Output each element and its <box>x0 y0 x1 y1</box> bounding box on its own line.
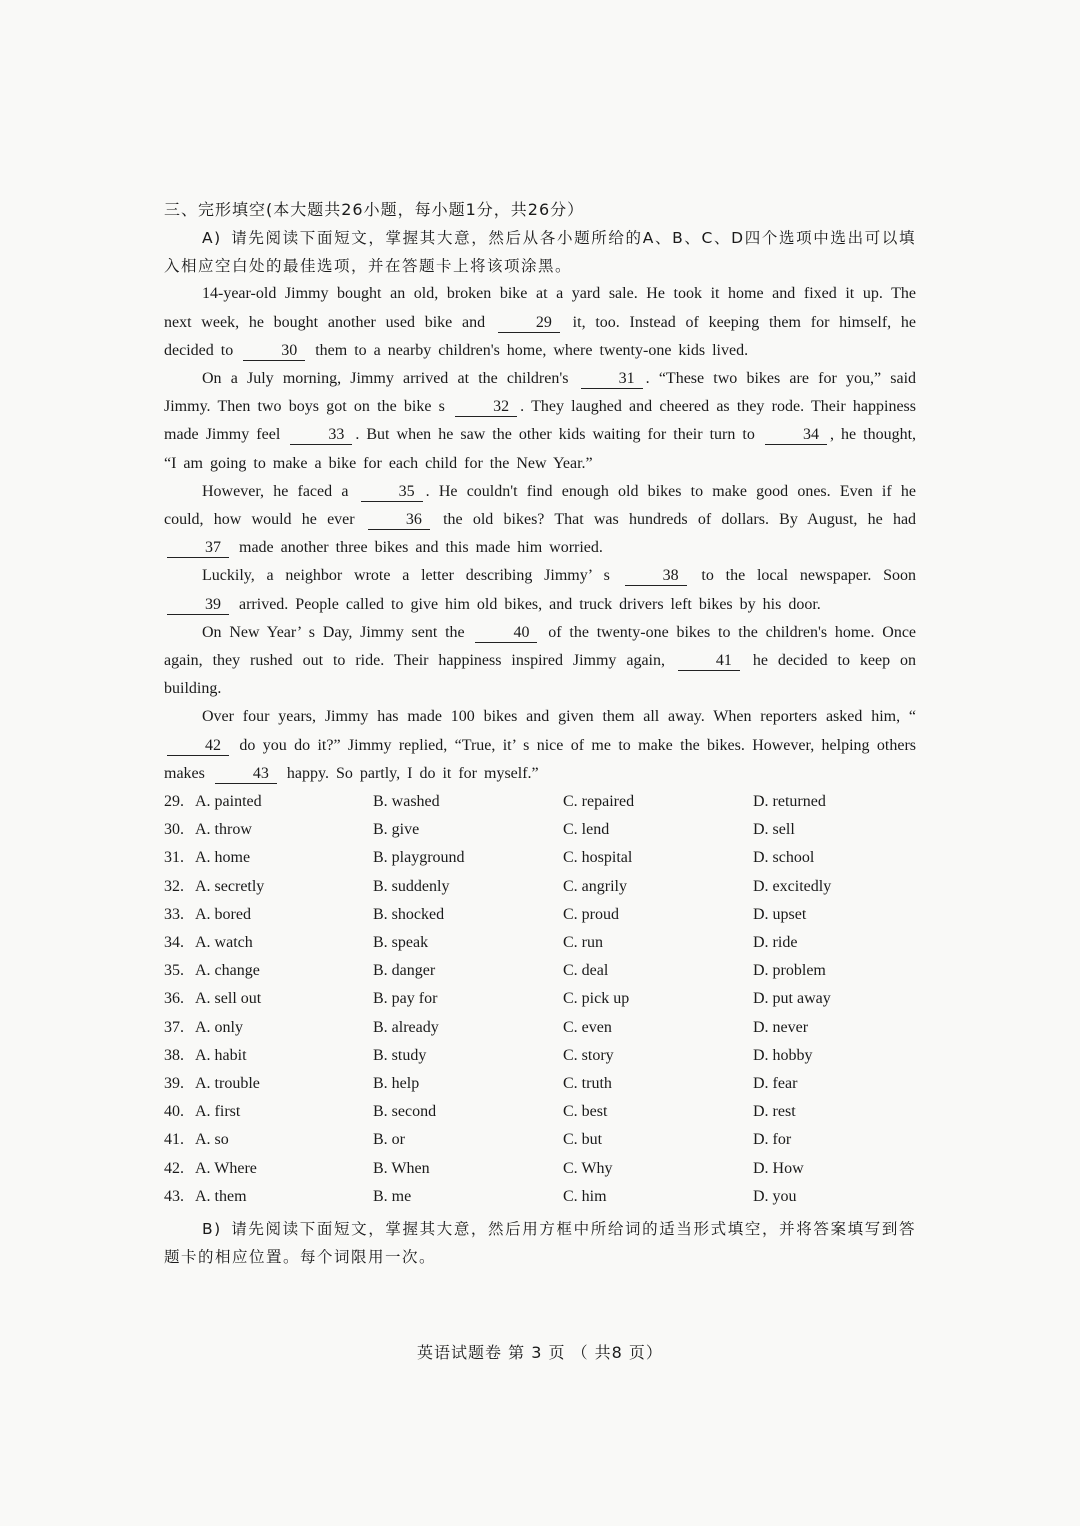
passage-text: . They laughed and cheered as they rode. Their happiness made Jimmy feel <box>164 398 917 444</box>
question-row <box>164 1126 916 1154</box>
passage-text: to the local newspaper. Soon <box>701 567 917 585</box>
option-a: A. only <box>195 1018 243 1036</box>
blank-29: 29 <box>498 314 560 333</box>
exam-page <box>164 196 916 1271</box>
option-d: D. rest <box>753 1103 796 1121</box>
option-d: D. school <box>753 849 815 867</box>
question-number: 39. <box>164 1074 184 1092</box>
question-row <box>164 873 916 901</box>
passage-text: On New Year’ s Day, Jimmy sent the <box>202 623 465 641</box>
passage-text: Luckily, a neighbor wrote a letter describing Jimmy’ s <box>202 567 610 585</box>
option-b: B. playground <box>373 849 465 867</box>
passage-text: 14-year-old Jimmy bought an old, broken bike at a yard sale. He took it home and fixed it up. The next week, he bought another used bike and <box>164 285 916 331</box>
question-number: 32. <box>164 877 184 895</box>
option-c: C. lend <box>563 821 610 839</box>
option-d: D. returned <box>753 793 826 811</box>
passage-text: On a July morning, Jimmy arrived at the children's <box>202 370 569 388</box>
option-a: A. sell out <box>195 990 262 1008</box>
option-c: C. best <box>563 1103 608 1121</box>
option-c: C. run <box>563 934 603 951</box>
option-c: C. angrily <box>563 877 627 895</box>
option-d: D. put away <box>753 990 831 1008</box>
option-b: B. study <box>373 1046 427 1064</box>
blank-36: 36 <box>368 511 430 530</box>
option-d: D. upset <box>753 905 807 923</box>
option-c: C. deal <box>563 962 609 980</box>
question-row <box>164 957 916 985</box>
option-d: D. sell <box>753 821 795 839</box>
blank-38: 38 <box>625 567 687 586</box>
blank-31: 31 <box>581 370 643 389</box>
option-b: B. washed <box>373 793 440 811</box>
passage-paragraph-3 <box>164 478 916 563</box>
question-row <box>164 901 916 929</box>
option-b: B. suddenly <box>373 877 450 895</box>
passage-text: . But when he saw the other kids waiting for their turn to <box>355 426 755 444</box>
question-number: 30. <box>164 821 184 839</box>
question-row <box>164 788 916 816</box>
question-row <box>164 1098 916 1126</box>
question-row <box>164 985 916 1013</box>
option-c: C. Why <box>563 1159 613 1177</box>
option-c: C. repaired <box>563 793 635 811</box>
passage-paragraph-6 <box>164 703 916 788</box>
option-b: B. second <box>373 1103 437 1121</box>
question-row <box>164 929 916 957</box>
option-b: B. shocked <box>373 905 445 923</box>
option-b: B. pay for <box>373 990 438 1008</box>
option-c: C. even <box>563 1018 612 1036</box>
part-a-instruction: A) 请先阅读下面短文，掌握其大意，然后从各小题所给的A、B、C、D四个选项中选出可以填入相应空白处的最佳选项，并在答题卡上将该项涂黑。 <box>164 229 916 276</box>
option-d: D. for <box>753 1131 792 1149</box>
passage-text: Over four years, Jimmy has made 100 bikes and given them all away. When reporters asked him, “ <box>202 708 916 726</box>
blank-37: 37 <box>167 539 229 558</box>
blank-39: 39 <box>167 596 229 615</box>
option-a: A. throw <box>195 821 252 839</box>
passage-text: of the twenty-one bikes to the children's home. Once again, they rushed out to ride. Their happiness inspired Jimmy again, <box>164 623 917 670</box>
option-b: B. help <box>373 1074 420 1092</box>
question-number: 41. <box>164 1131 184 1149</box>
option-a: A. home <box>195 849 251 867</box>
passage-text: them to a nearby children's home, where twenty-one kids lived. <box>315 341 749 359</box>
option-a: A. so <box>195 1131 229 1149</box>
blank-43: 43 <box>215 765 277 784</box>
blank-35: 35 <box>361 483 423 502</box>
question-row <box>164 1183 916 1211</box>
option-b: B. speak <box>373 934 429 951</box>
option-a: A. bored <box>195 905 251 923</box>
option-a: A. secretly <box>195 877 265 895</box>
question-number: 31. <box>164 849 184 867</box>
option-b: B. When <box>373 1159 430 1177</box>
option-a: A. trouble <box>195 1074 260 1092</box>
option-d: D. fear <box>753 1074 798 1092</box>
question-number: 29. <box>164 793 184 811</box>
option-a: A. change <box>195 962 260 980</box>
question-number: 35. <box>164 962 184 980</box>
blank-41: 41 <box>678 652 740 671</box>
passage-paragraph-1 <box>164 280 916 365</box>
page-footer: 英语试题卷 第 3 页 （ 共8 页） <box>417 1343 663 1362</box>
option-a: A. Where <box>195 1159 257 1177</box>
passage-text: made another three bikes and this made him worried. <box>239 539 603 557</box>
section-title: 三、完形填空(本大题共26小题，每小题1分，共26分） <box>164 200 585 219</box>
blank-42: 42 <box>167 737 229 756</box>
passage-text: it, too. Instead of keeping them for himself, he decided to <box>164 313 917 359</box>
option-b: B. or <box>373 1131 405 1149</box>
passage-text: . “These two bikes are for you,” said Jimmy. Then two boys got on the bike s <box>164 370 917 416</box>
answer-options-list <box>164 788 916 1211</box>
passage-paragraph-4 <box>164 562 916 618</box>
question-row <box>164 1042 916 1070</box>
question-number: 36. <box>164 990 184 1008</box>
passage-text: arrived. People called to give him old bikes, and truck drivers left bikes by his door. <box>239 595 821 613</box>
option-d: D. How <box>753 1159 804 1177</box>
question-number: 42. <box>164 1159 184 1177</box>
option-b: B. danger <box>373 962 436 980</box>
question-number: 37. <box>164 1018 184 1036</box>
question-number: 43. <box>164 1187 184 1205</box>
option-a: A. painted <box>195 793 262 811</box>
option-c: C. proud <box>563 905 619 923</box>
question-row <box>164 1155 916 1183</box>
option-c: C. but <box>563 1131 603 1149</box>
option-a: A. watch <box>195 934 253 951</box>
option-d: D. problem <box>753 962 826 980</box>
option-c: C. truth <box>563 1074 612 1092</box>
option-d: D. excitedly <box>753 877 832 895</box>
passage-text: he decided to keep on building. <box>164 652 917 698</box>
passage-text: However, he faced a <box>202 482 349 500</box>
question-number: 38. <box>164 1046 184 1064</box>
blank-40: 40 <box>475 624 537 643</box>
passage-text: , he thought, “I am going to make a bike for each child for the New Year.” <box>164 426 917 472</box>
question-number: 33. <box>164 905 184 923</box>
option-d: D. you <box>753 1187 797 1205</box>
option-c: C. story <box>563 1046 614 1064</box>
option-b: B. give <box>373 821 420 839</box>
blank-30: 30 <box>243 342 305 361</box>
question-row <box>164 816 916 844</box>
passage-text: do you do it?” Jimmy replied, “True, it’ s nice of me to make the bikes. However, helping others makes <box>164 736 917 782</box>
option-d: D. hobby <box>753 1046 813 1064</box>
option-b: B. me <box>373 1187 412 1205</box>
blank-32: 32 <box>455 398 517 417</box>
option-d: D. never <box>753 1018 809 1036</box>
question-row <box>164 844 916 872</box>
option-d: D. ride <box>753 934 798 951</box>
passage-paragraph-5 <box>164 619 916 704</box>
passage-text: happy. So partly, I do it for myself.” <box>286 764 539 782</box>
part-b-instruction: B) 请先阅读下面短文，掌握其大意，然后用方框中所给词的适当形式填空，并将答案填写到答题卡的相应位置。每个词限用一次。 <box>164 1219 916 1267</box>
passage-text: the old bikes? That was hundreds of dollars. By August, he had <box>443 511 917 529</box>
question-row <box>164 1014 916 1042</box>
blank-33: 33 <box>290 426 352 445</box>
option-c: C. hospital <box>563 849 633 867</box>
question-number: 34. <box>164 934 184 951</box>
option-c: C. pick up <box>563 990 630 1008</box>
blank-34: 34 <box>765 426 827 445</box>
question-row <box>164 1070 916 1098</box>
option-a: A. habit <box>195 1046 247 1064</box>
question-number: 40. <box>164 1103 184 1121</box>
passage-text: . He couldn't find enough old bikes to make good ones. Even if he could, how would he ever <box>164 482 917 529</box>
passage-paragraph-2 <box>164 365 916 478</box>
option-a: A. them <box>195 1187 247 1205</box>
option-a: A. first <box>195 1103 241 1121</box>
option-b: B. already <box>373 1018 439 1036</box>
option-c: C. him <box>563 1187 607 1205</box>
